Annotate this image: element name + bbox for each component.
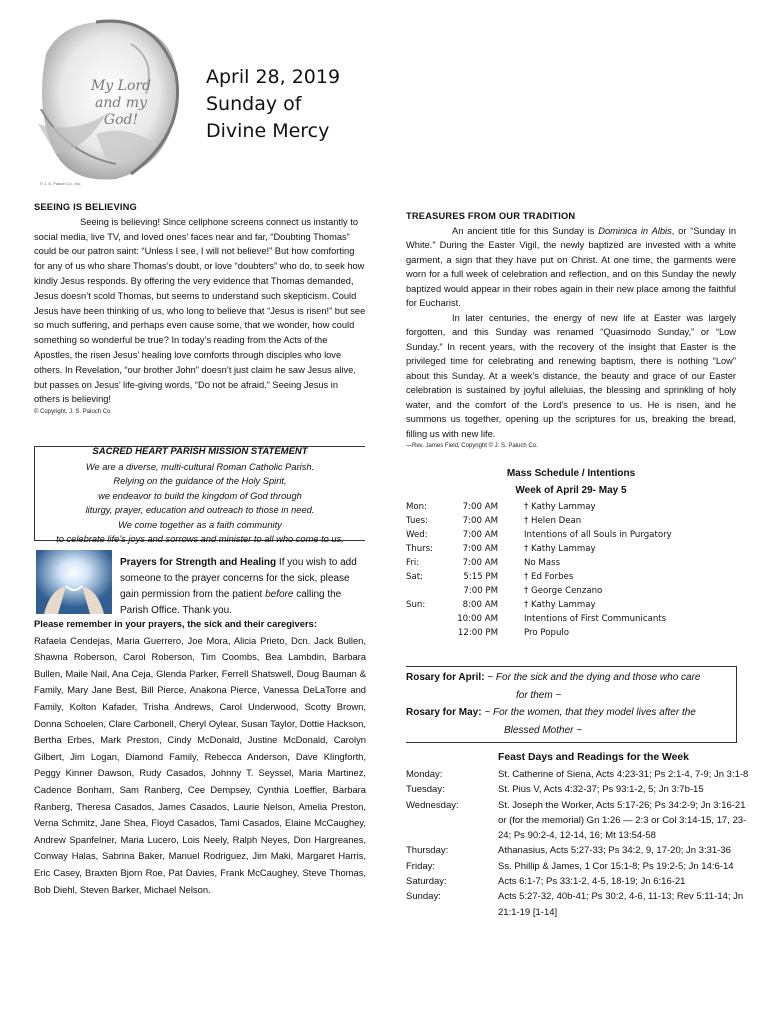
praying-hands-image	[36, 550, 112, 614]
rosary-intention: ~ For the women, that they model lives after the	[481, 707, 696, 718]
prayer-list	[34, 616, 366, 898]
mass-row	[406, 556, 724, 570]
mass-time: 10:00 AM	[457, 614, 498, 624]
feast-day: Tuesday:	[406, 784, 445, 796]
mass-intention: No Mass	[524, 558, 561, 568]
mass-time: 7:00 AM	[462, 502, 498, 512]
title-date: April 28, 2019	[206, 66, 341, 88]
feast-readings: St. Catherine of Siena, Acts 4:23-31; Ps 2:1-4, 7-9; Jn 3:1-8	[498, 769, 749, 780]
mass-intention: Intentions of First Communicants	[524, 614, 667, 624]
rosary-intention: for them ~	[516, 689, 562, 701]
mass-time: 7:00 AM	[462, 516, 498, 526]
mass-day: Sat:	[406, 572, 423, 582]
mission-statement-box	[34, 446, 365, 544]
mass-day	[406, 584, 440, 598]
treasures-credit: —Rev. James Field, Copyright © J. S. Paluch Co.	[406, 443, 538, 449]
logo-credit: © J. S. Paluch Co., Inc.	[40, 181, 82, 186]
mission-line: we endeavor to build the kingdom of God through	[98, 490, 302, 501]
mission-title: SACRED HEART PARISH MISSION STATEMENT	[92, 446, 308, 457]
section-heading: SEEING IS BELIEVING	[34, 202, 137, 212]
feast-row	[406, 859, 756, 874]
mass-schedule-table	[406, 500, 724, 640]
feast-readings: Athanasius, Acts 5:27-33; Ps 34:2, 9, 17-20; Jn 3:31-36	[498, 845, 731, 857]
mission-line: We are a diverse, multi-cultural Roman Catholic Parish.	[85, 461, 315, 472]
mass-row	[406, 528, 724, 542]
treasures-text: , or “Sunday in White.” During the Easter Vigil, the newly baptized are invested with a white garment, a sign that they have put on Christ. At one time, the garments were worn for a full week of celebration and reflection, and on this Sunday the newly baptized would appear in their robes again in their new place among the faithful for Eucharist.	[406, 225, 736, 308]
mission-line: liturgy, prayer, education and outreach to those in need.	[85, 505, 315, 515]
mass-day	[406, 612, 440, 626]
feast-readings: St. Joseph the Worker, Acts 5:17-26; Ps 34:2-9; Jn 3:16-21 or (for the memorial) Gn 1:26 — 2:3 or Col 3:14-15, 17, 23-24; Ps 90:2-4, 12-14, 16; Mt 13:54-58	[498, 799, 747, 842]
mass-day: Thurs:	[406, 544, 434, 554]
mass-time: 8:00 AM	[462, 600, 498, 610]
prayer-body: If you wish to add someone to the prayer concerns for the sick, please gain permission from the patient	[120, 557, 357, 600]
feast-readings: Acts 5:27-32, 40b-41; Ps 30:2, 4-6, 11-13; Rev 5:11-14; Jn 21:1-19 [1-14]	[498, 891, 744, 918]
mass-time: 12:00 PM	[457, 628, 498, 638]
mass-title: Mass Schedule / Intentions	[506, 468, 636, 479]
logo-text	[66, 78, 176, 129]
rosary-may	[406, 704, 736, 722]
mass-day: Fri:	[406, 558, 420, 568]
feast-day: Saturday:	[406, 876, 447, 888]
mass-row	[406, 514, 724, 528]
mass-time: 7:00 AM	[462, 530, 498, 540]
prayer-emphasis: before	[265, 589, 294, 600]
feast-row	[406, 874, 756, 889]
mass-intention: † Kathy Lammay	[524, 544, 596, 554]
mass-row	[406, 626, 724, 640]
feast-day: Friday:	[406, 860, 436, 872]
prayer-request-text	[120, 555, 365, 619]
feast-day: Sunday:	[406, 891, 441, 903]
mass-intention: † Ed Forbes	[524, 572, 574, 582]
treasures-paragraph	[406, 224, 736, 311]
rosary-box	[406, 666, 737, 743]
feast-row	[406, 767, 756, 782]
title-line: Divine Mercy	[206, 120, 330, 142]
feast-day: Wednesday:	[406, 799, 459, 811]
mass-row	[406, 500, 724, 514]
mass-time: 7:00 AM	[462, 558, 498, 568]
mass-intention: Intentions of all Souls in Purgatory	[524, 530, 672, 540]
mass-row	[406, 598, 724, 612]
mass-intention: † Kathy Lammay	[524, 600, 596, 610]
treasures-paragraph: In later centuries, the energy of new life at Easter was largely forgotten, and this Sunday was renamed “Quasimodo Sunday,” or “Low Sunday.” In recent years, with the recovery of the insight that Easter is the privileged time for celebrating and renewing baptism, there is nothing “Low” about this Sunday. At a week’s distance, the beauty and grace of our Easter celebration is sustained by joyful alleluias, the blessing and sprinkling of holy water, and the comfort of the Lord’s presence to us. He is risen, and he summons us together, opening up the scriptures for us, breaking the bread, filling us with new life.	[406, 312, 736, 439]
rosary-label: Rosary for May:	[406, 707, 482, 718]
mass-time: 7:00 AM	[462, 544, 498, 554]
mass-row	[406, 542, 724, 556]
feast-readings: Acts 6:1-7; Ps 33:1-2, 4-5, 18-19; Jn 6:16-21	[498, 876, 686, 888]
mass-day: Sun:	[406, 600, 426, 610]
prayer-body: calling the Parish Office. Thank you.	[120, 589, 342, 616]
mass-intention: † Helen Dean	[524, 516, 582, 526]
prayer-names: Rafaela Cendejas, Maria Guerrero, Joe Mora, Alicia Prieto, Dcn. Jack Bullen, Shawna Roberson, Carol Roberson, Tim Coombs, Bea Lambdin, Barbara Bullen, Maile Nail, Ana Ceja, Glenda Parker, Ferrell Shatswell, Doug Bauman & Family, Mary Jane Best, Bill Pierce, Anakona Pierce, Vanessa DeLaTorre and Family, Kolton Kafader, Trisha Andrews, Carol Underwood, Scotty Brown, Donna Schoelen, Clare Carbonell, Cheryl Oylear, Susan Taylor, Dottie Hackson, Bertha Erbes, Mark Preston, Cindy McDonald, Justine McDonald, Carolyn Gilbert, Jim Logan, Diamond Family, Rebecca Anderson, Dave Klingforth, Peggy Kinner Dawson, Rudy Casados, Johnny T. Seyssel, Maria Martinez, Cadence Bonham, Sam Ranberg, Cee Dempsey, Cynthia Loeffler, Barbara Ranberg, Theresa Casados, James Casados, Laurie Nelson, Amelia Preston, Verna Schmitz, Jane Shea, Floyd Casados, Tami Casados, Elaine McCaughey, Andrew Spanfelner, Maria Lucero, Lois Neely, Ralph Neyes, Don Hargreanes, Conway Halas, Sabrina Baker, Manuel Rodriguez, Jim Maki, Margaret Harris, Eric Casey, Braxten Bjorn Roe, Pat Davies, Frank McCaughey, Steve Thomas, Bob Diehl, Steven Barker, Michael Nelson.	[34, 634, 366, 895]
rosary-label: Rosary for April:	[406, 672, 485, 683]
mass-intention: † George Cenzano	[524, 586, 603, 596]
seeing-body: Seeing is believing! Since cellphone screens connect us instantly to social media, live TV, and loved ones’ faces near and far, “Doubting Thomas” could be our patron saint: “Unless I see, I will not believe!” But how comforting for any of us who share Thomas’s doubt, or love “doubters” who do, to seek how kindly Jesus responds. By offering the very evidence that Thomas demanded, Jesus doesn’t scold Thomas, but seems to understand such skepticism. Could Jesus have been thinking of us, who long to believe that “Jesus is risen!” but see so much suffering, and perhaps even cause some, that we wonder, how could something so wonderful be true? In today’s reading from the Acts of the Apostles, the risen Jesus’ healing love comforts through disciples who love others. In Revelation, “our brother John” doesn’t just claim he saw Jesus alive, but passes on Jesus’ life-giving words, “Do not be afraid.” Seeing Jesus in others is believing!	[34, 216, 366, 405]
feast-row	[406, 889, 756, 920]
seeing-is-believing-section	[34, 200, 366, 417]
mass-day: Wed:	[406, 530, 428, 540]
logo-text-line: My Lord	[90, 78, 152, 94]
feast-row	[406, 843, 756, 858]
logo-text-line: and my	[95, 95, 147, 111]
mass-schedule-heading	[406, 465, 736, 499]
rosary-intention: ~ For the sick and the dying and those who care	[484, 672, 701, 683]
mass-time: 7:00 PM	[463, 586, 498, 596]
prayer-title: Prayers for Strength and Healing	[120, 557, 277, 568]
mass-row	[406, 570, 724, 584]
feast-readings: St. Pius V, Acts 4:32-37; Ps 93:1-2, 5; Jn 3:7b-15	[498, 784, 704, 796]
feast-day: Thursday:	[406, 845, 449, 857]
rosary-may-cont	[406, 722, 736, 740]
mass-row	[406, 584, 724, 598]
mission-line: Relying on the guidance of the Holy Spirit,	[113, 476, 287, 486]
feast-row	[406, 782, 756, 797]
treasures-emphasis: Dominica in Albis	[598, 225, 672, 236]
copyright: © Copyright, J. S. Paluch Co	[34, 409, 111, 416]
prayer-list-heading: Please remember in your prayers, the sick and their caregivers:	[34, 618, 317, 629]
mass-intention: Pro Populo	[524, 628, 570, 638]
mass-day: Tues:	[406, 516, 429, 526]
feast-readings: Ss. Phillip & James, 1 Cor 15:1-8; Ps 19:2-5; Jn 14:6-14	[498, 860, 734, 872]
title-line: Sunday of	[206, 93, 302, 115]
mass-day: Mon:	[406, 502, 428, 512]
rosary-april-cont	[406, 687, 736, 705]
mission-line: We come together as a faith community	[118, 519, 282, 530]
feast-list	[406, 767, 756, 920]
page-title	[206, 64, 340, 145]
feast-row	[406, 798, 756, 844]
mass-subtitle: Week of April 29- May 5	[515, 485, 627, 496]
rosary-april	[406, 669, 736, 687]
mission-line: to celebrate life’s joys and sorrows and minister to all who come to us.	[56, 534, 344, 544]
rosary-intention: Blessed Mother ~	[504, 724, 583, 736]
treasures-section	[406, 209, 736, 451]
section-heading: TREASURES FROM OUR TRADITION	[406, 211, 576, 221]
praying-hands-icon	[36, 550, 112, 614]
mass-row	[406, 612, 724, 626]
feast-heading: Feast Days and Readings for the Week	[498, 752, 689, 763]
logo-text-line: God!	[103, 112, 139, 128]
treasures-text: An ancient title for this Sunday is	[452, 225, 599, 236]
mass-day	[406, 626, 440, 640]
mass-intention: † Kathy Lammay	[524, 502, 596, 512]
feast-day: Monday:	[406, 769, 443, 780]
mass-time: 5:15 PM	[463, 572, 498, 582]
